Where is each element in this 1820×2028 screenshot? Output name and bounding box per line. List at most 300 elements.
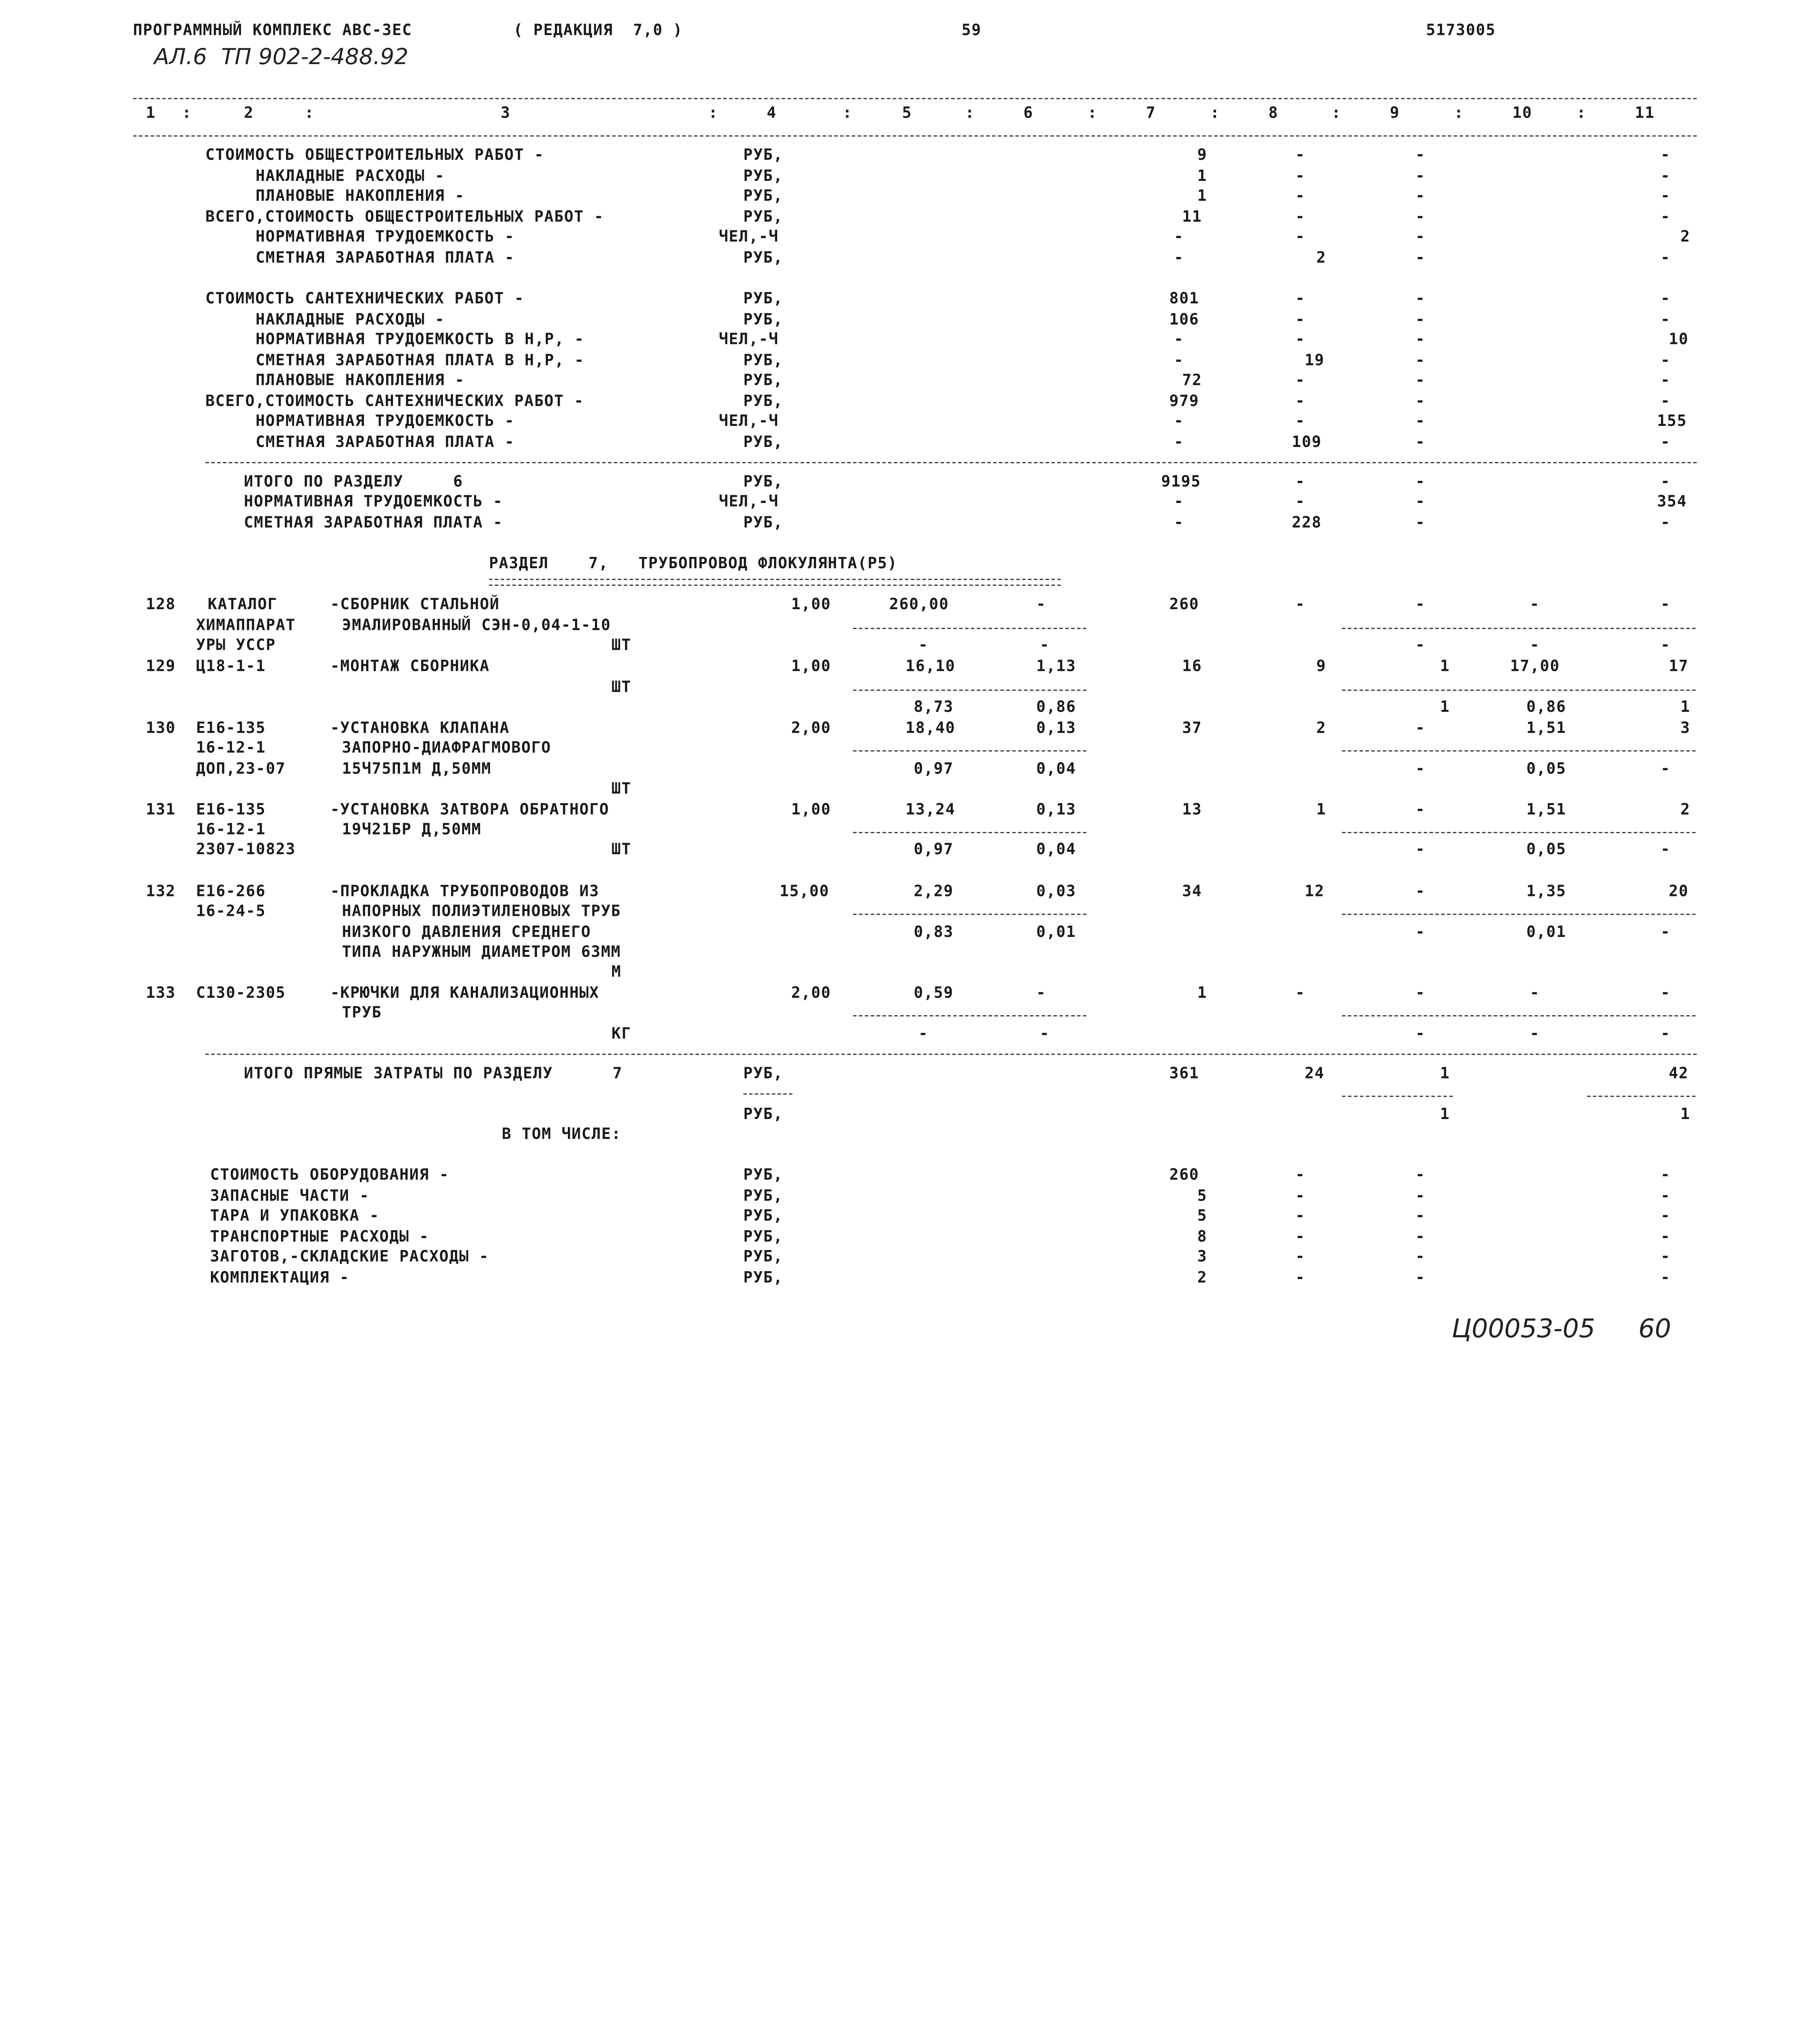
table-cell: 0,97 — [913, 760, 954, 778]
table-cell: Е16-266 — [196, 883, 266, 901]
col-header-sep: : — [1331, 105, 1342, 123]
table-cell: - — [1295, 393, 1306, 411]
table-cell: - — [1295, 1188, 1306, 1205]
col-header-8: 8 — [1268, 105, 1279, 123]
table-cell: РУБ, — [743, 290, 783, 308]
table-cell: РАЗДЕЛ 7, ТРУБОПРОВОД ФЛОКУЛЯНТА(Р5) — [489, 555, 898, 573]
table-cell: 1 — [1440, 1106, 1450, 1124]
table-cell: 109 — [1291, 434, 1322, 452]
table-cell: - — [1295, 1207, 1306, 1225]
table-cell: - — [1415, 249, 1426, 267]
table-cell: - — [1660, 208, 1671, 227]
table-cell: - — [1295, 1167, 1306, 1185]
table-cell: - — [1415, 1188, 1426, 1205]
cell-rule — [853, 1015, 1086, 1016]
table-cell: 18,40 — [905, 720, 956, 738]
table-cell: - — [1415, 1025, 1426, 1044]
table-cell: - — [1415, 352, 1426, 370]
table-cell: ВСЕГО,СТОИМОСТЬ САНТЕХНИЧЕСКИХ РАБОТ - — [205, 393, 584, 411]
table-cell: - — [1660, 352, 1671, 370]
table-cell: - — [1660, 1188, 1671, 1205]
table-cell: КАТАЛОГ — [208, 596, 278, 614]
table-cell: РУБ, — [743, 1167, 783, 1185]
col-header-3: 3 — [501, 105, 511, 123]
section-title-underline — [489, 579, 1061, 580]
table-cell: РУБ, — [743, 168, 783, 186]
table-cell: 5 — [1197, 1207, 1208, 1225]
table-cell: - — [1295, 188, 1306, 206]
col-header-sep: : — [304, 105, 315, 123]
table-cell: 16,10 — [905, 658, 956, 676]
table-cell: ПЛАНОВЫЕ НАКОПЛЕНИЯ - — [256, 372, 465, 390]
table-cell: - — [1174, 352, 1184, 370]
table-cell: - — [1295, 228, 1306, 247]
table-cell: 16-12-1 — [196, 821, 266, 839]
table-cell: ШТ — [611, 780, 632, 798]
cell-rule — [1587, 1096, 1696, 1097]
table-cell: - — [1415, 1167, 1426, 1185]
table-cell: - — [1415, 228, 1426, 247]
table-cell: - — [1040, 1025, 1050, 1044]
table-cell: - — [1415, 147, 1426, 165]
table-cell: 17,00 — [1510, 658, 1560, 676]
table-cell: - — [1660, 168, 1671, 186]
table-cell: - — [1415, 637, 1426, 655]
table-cell: ЧЕЛ,-Ч — [719, 493, 779, 511]
table-cell: РУБ, — [743, 393, 783, 411]
table-cell: 1,00 — [791, 801, 831, 819]
col-header-11: 11 — [1635, 105, 1655, 123]
table-cell: - — [1660, 985, 1671, 1003]
table-cell: 1 — [1316, 801, 1326, 819]
table-cell: - — [1415, 434, 1426, 452]
table-cell: В ТОМ ЧИСЛЕ: — [502, 1126, 621, 1144]
col-header-sep: : — [1210, 105, 1220, 123]
table-cell: - — [1174, 514, 1184, 532]
table-cell: 128 — [146, 596, 176, 614]
table-cell: 2 — [1316, 720, 1326, 738]
table-cell: - — [1660, 1248, 1671, 1266]
table-cell: 228 — [1291, 514, 1322, 532]
table-cell: КГ — [611, 1025, 632, 1044]
cell-rule — [1342, 832, 1696, 833]
table-cell: - — [1415, 720, 1426, 738]
table-cell: 17 — [1669, 658, 1689, 676]
table-cell: 1 — [1680, 699, 1691, 717]
table-cell: -СБОРНИК СТАЛЬНОЙ — [330, 596, 500, 614]
col-header-7: 7 — [1146, 105, 1156, 123]
table-cell: - — [1295, 596, 1306, 614]
table-cell: НАКЛАДНЫЕ РАСХОДЫ - — [256, 312, 445, 329]
table-cell: -МОНТАЖ СБОРНИКА — [330, 658, 490, 676]
table-cell: НАПОРНЫХ ПОЛИЭТИЛЕНОВЫХ ТРУБ — [342, 903, 621, 921]
table-cell: - — [1660, 393, 1671, 411]
table-cell: РУБ, — [743, 1248, 783, 1266]
table-cell: РУБ, — [743, 1207, 783, 1225]
col-header-sep: : — [965, 105, 975, 123]
table-cell: 2,00 — [791, 985, 831, 1003]
table-cell: 1,13 — [1036, 658, 1077, 676]
table-cell: - — [1660, 474, 1671, 492]
table-cell: СТОИМОСТЬ САНТЕХНИЧЕСКИХ РАБОТ - — [205, 290, 524, 308]
col-header-sep: : — [1087, 105, 1098, 123]
table-cell: - — [1036, 985, 1046, 1003]
table-cell: 37 — [1182, 720, 1202, 738]
table-cell: СМЕТНАЯ ЗАРАБОТНАЯ ПЛАТА - — [244, 514, 503, 532]
table-cell: 1 — [1197, 188, 1208, 206]
table-cell: РУБ, — [743, 249, 783, 267]
table-cell: - — [1660, 372, 1671, 390]
table-cell: 1,00 — [791, 658, 831, 676]
table-cell: ШТ — [611, 841, 632, 859]
table-cell: - — [1415, 493, 1426, 511]
table-cell: 2 — [1197, 1270, 1208, 1287]
table-cell: 131 — [146, 801, 176, 819]
col-header-4: 4 — [767, 105, 777, 123]
col-header-9: 9 — [1390, 105, 1400, 123]
table-cell: - — [1415, 168, 1426, 186]
cell-rule — [853, 750, 1086, 752]
table-cell: ХИМАППАРАТ — [196, 617, 296, 635]
cell-rule — [1342, 628, 1696, 629]
table-cell: - — [1415, 188, 1426, 206]
table-cell: 0,04 — [1036, 841, 1077, 859]
section-title-underline — [489, 584, 1061, 586]
table-cell: 260 — [1169, 596, 1199, 614]
table-cell: 1 — [1680, 1106, 1691, 1124]
table-cell: РУБ, — [743, 312, 783, 329]
table-cell: - — [1415, 1248, 1426, 1266]
table-cell: 129 — [146, 658, 176, 676]
table-cell: -УСТАНОВКА КЛАПАНА — [330, 720, 510, 738]
table-cell: ИТОГО ПРЯМЫЕ ЗАТРАТЫ ПО РАЗДЕЛУ 7 — [244, 1065, 623, 1083]
table-cell: 260 — [1169, 1167, 1199, 1185]
cell-rule — [853, 914, 1086, 915]
header-rule-top — [133, 98, 1697, 99]
table-cell: 72 — [1182, 372, 1202, 390]
section-rule — [205, 462, 1697, 463]
table-cell: 2 — [1680, 801, 1691, 819]
col-header-6: 6 — [1023, 105, 1034, 123]
table-cell: КОМПЛЕКТАЦИЯ - — [210, 1270, 350, 1287]
table-cell: 130 — [146, 720, 176, 738]
table-cell: РУБ, — [743, 352, 783, 370]
table-cell: 13,24 — [905, 801, 956, 819]
table-cell: 354 — [1657, 493, 1687, 511]
col-header-sep: : — [842, 105, 853, 123]
table-cell: - — [1295, 493, 1306, 511]
table-cell: СМЕТНАЯ ЗАРАБОТНАЯ ПЛАТА - — [256, 434, 515, 452]
table-cell: РУБ, — [743, 434, 783, 452]
table-cell: - — [1415, 1229, 1426, 1246]
table-cell: - — [1415, 760, 1426, 778]
table-cell: - — [1415, 596, 1426, 614]
table-cell: - — [1174, 413, 1184, 431]
table-cell: 42 — [1669, 1065, 1689, 1083]
table-cell: 1,00 — [791, 596, 831, 614]
table-cell: - — [1295, 168, 1306, 186]
table-cell: 10 — [1669, 331, 1689, 349]
total-rule — [205, 1054, 1697, 1055]
table-cell: 0,01 — [1036, 924, 1077, 942]
program-title: ПРОГРАММНЫЙ КОМПЛЕКС АВС-3ЕС — [133, 22, 412, 40]
table-cell: НОРМАТИВНАЯ ТРУДОЕМКОСТЬ - — [244, 493, 503, 511]
table-cell: СТОИМОСТЬ ОБЩЕСТРОИТЕЛЬНЫХ РАБОТ - — [205, 147, 544, 165]
table-cell: ТИПА НАРУЖНЫМ ДИАМЕТРОМ 63ММ — [342, 944, 621, 962]
document-code: 5173005 — [1426, 22, 1496, 40]
table-cell: - — [1295, 1248, 1306, 1266]
table-cell: РУБ, — [743, 147, 783, 165]
table-cell: - — [1295, 413, 1306, 431]
table-cell: СМЕТНАЯ ЗАРАБОТНАЯ ПЛАТА В Н,Р, - — [256, 352, 584, 370]
table-cell: - — [1660, 147, 1671, 165]
table-cell: - — [1295, 372, 1306, 390]
cell-rule — [853, 690, 1086, 691]
table-cell: 0,01 — [1526, 924, 1566, 942]
table-cell: 19 — [1304, 352, 1325, 370]
footer-code: Ц00053-05 — [1451, 1315, 1595, 1345]
table-cell: - — [1415, 331, 1426, 349]
table-cell: 2,00 — [791, 720, 831, 738]
table-cell: 979 — [1169, 393, 1199, 411]
table-cell: С130-2305 — [196, 985, 286, 1003]
table-cell: РУБ, — [743, 474, 783, 492]
table-cell: - — [1660, 1270, 1671, 1287]
table-cell: 24 — [1304, 1065, 1325, 1083]
table-cell: РУБ, — [743, 1229, 783, 1246]
table-cell: 1 — [1440, 699, 1450, 717]
table-cell: - — [918, 1025, 928, 1044]
table-cell: 133 — [146, 985, 176, 1003]
table-cell: 9195 — [1161, 474, 1201, 492]
table-cell: - — [1660, 1229, 1671, 1246]
handwritten-reference: АЛ.6 ТП 902-2-488.92 — [154, 44, 408, 70]
table-cell: 260,00 — [889, 596, 949, 614]
table-cell: - — [1415, 1270, 1426, 1287]
edition-label: ( РЕДАКЦИЯ 7,0 ) — [513, 22, 683, 40]
table-cell: РУБ, — [743, 208, 783, 227]
table-cell: - — [1415, 474, 1426, 492]
table-cell: ШТ — [611, 637, 632, 655]
table-cell: 15Ч75П1М Д,50ММ — [342, 760, 492, 778]
col-header-1: 1 — [146, 105, 156, 123]
table-cell: 0,59 — [913, 985, 954, 1003]
table-cell: - — [1415, 514, 1426, 532]
cell-rule — [1342, 1015, 1696, 1016]
cell-rule — [853, 832, 1086, 833]
table-cell: - — [1660, 434, 1671, 452]
table-cell: 801 — [1169, 290, 1199, 308]
table-cell: - — [1415, 372, 1426, 390]
table-cell: РУБ, — [743, 188, 783, 206]
table-cell: 34 — [1182, 883, 1202, 901]
table-cell: - — [1174, 249, 1184, 267]
table-cell: ЧЕЛ,-Ч — [719, 228, 779, 247]
table-cell: 155 — [1657, 413, 1687, 431]
table-cell: РУБ, — [743, 514, 783, 532]
table-cell: 8,73 — [913, 699, 954, 717]
table-cell: 16-12-1 — [196, 740, 266, 758]
table-cell: - — [1295, 312, 1306, 329]
table-cell: ШТ — [611, 679, 632, 697]
table-cell: УРЫ УССР — [196, 637, 276, 655]
table-cell: - — [1415, 393, 1426, 411]
table-cell: - — [1530, 985, 1540, 1003]
table-cell: - — [1040, 637, 1050, 655]
table-cell: - — [1660, 188, 1671, 206]
table-cell: ИТОГО ПО РАЗДЕЛУ 6 — [244, 474, 463, 492]
cell-rule — [853, 628, 1086, 629]
table-cell: ЗАПАСНЫЕ ЧАСТИ - — [210, 1188, 370, 1205]
table-cell: 5 — [1197, 1188, 1208, 1205]
table-cell: - — [1174, 434, 1184, 452]
table-cell: 0,04 — [1036, 760, 1077, 778]
table-cell: - — [1660, 514, 1671, 532]
table-cell: ТРУБ — [342, 1005, 382, 1023]
table-cell: ЭМАЛИРОВАННЫЙ СЭН-0,04-1-10 — [342, 617, 611, 635]
table-cell: 1,51 — [1526, 801, 1566, 819]
table-cell: 2 — [1316, 249, 1326, 267]
table-cell: - — [1660, 290, 1671, 308]
table-cell: - — [1415, 312, 1426, 329]
page-number: 59 — [961, 22, 982, 40]
col-header-sep: : — [1576, 105, 1587, 123]
table-cell: НОРМАТИВНАЯ ТРУДОЕМКОСТЬ В Н,Р, - — [256, 331, 584, 349]
table-cell: ТРАНСПОРТНЫЕ РАСХОДЫ - — [210, 1229, 430, 1246]
table-cell: -УСТАНОВКА ЗАТВОРА ОБРАТНОГО — [330, 801, 610, 819]
table-cell: РУБ, — [743, 1106, 783, 1124]
table-cell: Е16-135 — [196, 720, 266, 738]
table-cell: 132 — [146, 883, 176, 901]
table-cell: - — [1530, 1025, 1540, 1044]
table-cell: СМЕТНАЯ ЗАРАБОТНАЯ ПЛАТА - — [256, 249, 515, 267]
table-cell: - — [1295, 290, 1306, 308]
table-cell: - — [1660, 924, 1671, 942]
table-cell: - — [1660, 249, 1671, 267]
table-cell: - — [1295, 985, 1306, 1003]
table-cell: ТАРА И УПАКОВКА - — [210, 1207, 380, 1225]
table-cell: СТОИМОСТЬ ОБОРУДОВАНИЯ - — [210, 1167, 449, 1185]
table-cell: ВСЕГО,СТОИМОСТЬ ОБЩЕСТРОИТЕЛЬНЫХ РАБОТ - — [205, 208, 604, 227]
table-cell: - — [918, 637, 928, 655]
table-cell: НОРМАТИВНАЯ ТРУДОЕМКОСТЬ - — [256, 228, 515, 247]
table-cell: 1,51 — [1526, 720, 1566, 738]
table-cell: 3 — [1680, 720, 1691, 738]
table-cell: - — [1660, 1167, 1671, 1185]
cell-rule — [1342, 750, 1696, 752]
table-cell: - — [1295, 474, 1306, 492]
table-cell: - — [1415, 841, 1426, 859]
table-cell: - — [1530, 637, 1540, 655]
footer-sheet-number: 60 — [1638, 1315, 1671, 1345]
table-cell: - — [1660, 1207, 1671, 1225]
header-rule-bottom — [133, 135, 1697, 137]
table-cell: - — [1660, 1025, 1671, 1044]
table-cell: - — [1415, 801, 1426, 819]
table-cell: 9 — [1197, 147, 1208, 165]
table-cell: - — [1174, 493, 1184, 511]
cell-rule — [743, 1093, 793, 1095]
table-cell: 0,13 — [1036, 720, 1077, 738]
table-cell: ПЛАНОВЫЕ НАКОПЛЕНИЯ - — [256, 188, 465, 206]
table-cell: - — [1415, 1207, 1426, 1225]
table-cell: 361 — [1169, 1065, 1199, 1083]
table-cell: 13 — [1182, 801, 1202, 819]
table-cell: 1 — [1197, 985, 1208, 1003]
table-cell: 15,00 — [779, 883, 829, 901]
table-cell: 1 — [1440, 1065, 1450, 1083]
table-cell: - — [1295, 331, 1306, 349]
table-cell: 1 — [1197, 168, 1208, 186]
table-cell: 16 — [1182, 658, 1202, 676]
table-cell: РУБ, — [743, 1065, 783, 1083]
table-cell: 1 — [1440, 658, 1450, 676]
cell-rule — [1342, 690, 1696, 691]
table-cell: 0,86 — [1036, 699, 1077, 717]
table-cell: 0,05 — [1526, 760, 1566, 778]
col-header-sep: : — [708, 105, 718, 123]
table-cell: 0,97 — [913, 841, 954, 859]
table-cell: - — [1415, 924, 1426, 942]
col-header-2: 2 — [244, 105, 254, 123]
table-cell: ЗАПОРНО-ДИАФРАГМОВОГО — [342, 740, 551, 758]
table-cell: 0,05 — [1526, 841, 1566, 859]
table-cell: - — [1415, 290, 1426, 308]
table-cell: - — [1174, 228, 1184, 247]
table-cell: 8 — [1197, 1229, 1208, 1246]
table-cell: РУБ, — [743, 372, 783, 390]
table-cell: - — [1415, 413, 1426, 431]
table-cell: 3 — [1197, 1248, 1208, 1266]
table-cell: 1,35 — [1526, 883, 1566, 901]
table-cell: 2,29 — [913, 883, 954, 901]
table-cell: - — [1660, 312, 1671, 329]
table-cell: ЧЕЛ,-Ч — [719, 331, 779, 349]
table-cell: - — [1415, 985, 1426, 1003]
table-cell: - — [1036, 596, 1046, 614]
table-cell: НОРМАТИВНАЯ ТРУДОЕМКОСТЬ - — [256, 413, 515, 431]
table-cell: - — [1660, 760, 1671, 778]
table-cell: ЗАГОТОВ,-СКЛАДСКИЕ РАСХОДЫ - — [210, 1248, 489, 1266]
table-cell: 0,03 — [1036, 883, 1077, 901]
table-cell: ЧЕЛ,-Ч — [719, 413, 779, 431]
table-cell: РУБ, — [743, 1188, 783, 1205]
table-cell: 106 — [1169, 312, 1199, 329]
table-cell: 0,13 — [1036, 801, 1077, 819]
table-cell: 0,86 — [1526, 699, 1566, 717]
col-header-10: 10 — [1512, 105, 1532, 123]
table-cell: - — [1295, 1270, 1306, 1287]
table-cell: 2 — [1680, 228, 1691, 247]
table-cell: - — [1660, 841, 1671, 859]
col-header-sep: : — [1454, 105, 1464, 123]
table-cell: - — [1295, 147, 1306, 165]
table-cell: - — [1295, 208, 1306, 227]
col-header-5: 5 — [902, 105, 912, 123]
table-cell: -КРЮЧКИ ДЛЯ КАНАЛИЗАЦИОННЫХ — [330, 985, 600, 1003]
cell-rule — [1342, 1096, 1453, 1097]
table-cell: 19Ч21БР Д,50ММ — [342, 821, 481, 839]
table-cell: 0,83 — [913, 924, 954, 942]
table-cell: - — [1660, 637, 1671, 655]
table-cell: - — [1174, 331, 1184, 349]
table-cell: - — [1530, 596, 1540, 614]
table-cell: М — [611, 964, 622, 982]
table-cell: - — [1415, 208, 1426, 227]
table-cell: 20 — [1669, 883, 1689, 901]
table-cell: НАКЛАДНЫЕ РАСХОДЫ - — [256, 168, 445, 186]
table-cell: 2307-10823 — [196, 841, 296, 859]
